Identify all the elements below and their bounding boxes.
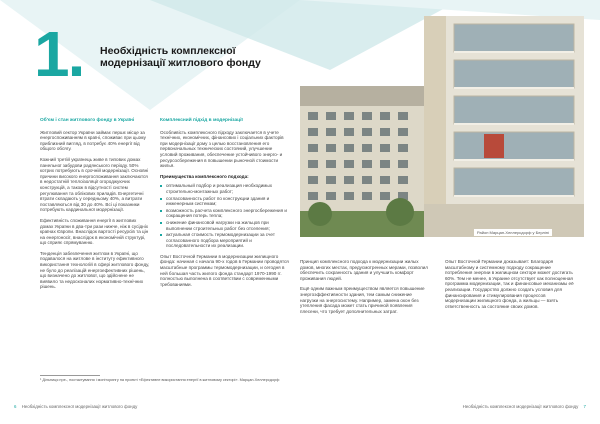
footnote-divider	[40, 375, 100, 376]
paragraph: Ещё одним важным преимуществом является повышение энергоэффективности здания, тем самым снижение нагрузки на энергосистему. Например, замена окон без утепления фасада может стать причиной появления плесени, что требует дополнительных затрат.	[300, 286, 425, 314]
list-item: согласованность работ по конструкции здания и инженерным системам;	[160, 196, 290, 207]
list-title: Преимущества комплексного подхода:	[160, 173, 249, 179]
text-column-3	[300, 259, 430, 319]
paragraph: Принцип комплексного подхода к модернизации жилых домов, многих местах, предусмотренных мерами, позволил обеспечить сохранность здания и улучшить комфорт проживания людей.	[300, 259, 428, 281]
list-item: оптимальный подбор и реализация необходимых строительно-монтажных работ;	[160, 183, 290, 194]
page-number-left: 6	[14, 404, 17, 409]
running-title-left: Необхідність комплексної модернізації житлового фонду	[21, 404, 138, 409]
paragraph: Опыт Восточной Германии в модернизации жилищного фонда: начиная с начала 90-х годов в Германии проводятся масштабные программы термомодернизации, и сегодня в ней большая часть жилого фонда стандарт 1970-1990 гг. полностью выполнена в соответствии с современными требованиями.	[160, 253, 289, 287]
list-item: снижение финансовой нагрузки на жильцов при выполнении строительных работ без отселения;	[160, 220, 290, 231]
paragraph: Житловий сектор України займає першє місце за енергоспоживанням в країні, споживає при цьому приблизний вигляд, в потребує 40% енергії від общого обсягу.	[40, 129, 146, 152]
section-subheading: Об'єм і стан житлового фонду в Україні	[40, 118, 135, 123]
chapter-number: 1.	[34, 18, 84, 90]
paragraph: Опыт Восточной Германии доказывает: Благодаря масштабному и системному подходу сокращение потребления энергии в жилищном секторе может достигать 60%. Тем не менее, в Украине отсутствует как полноценная программа модернизации, так и финансовые механизмы её реализации. Государство должно создать условия для финансирования и стимулирования процессов модернизации жилищного фонда, а жильцы — взять ответственность за состояние своих домов.	[445, 259, 574, 309]
photo-apartment-block	[300, 86, 424, 237]
footer-left	[14, 404, 137, 409]
running-title-right: Необхідність комплексної модернізації житлового фонду	[462, 404, 579, 409]
text-column-1	[40, 118, 150, 295]
photo-caption: Район Марцан-Хеллерсдорф у Берліні	[474, 229, 552, 236]
paragraph: Кожний третій українець живе в типових домах панельної забудови радянського періоду. 50% котрих потребують в срочній модернізації. Основні причини високого енергоспоживання заключаются в недостатній теплоізоляції огороджуючих конструкцій, а також в відсутності систем регулювання та облікових приладів. Енергетичні втрати складають у середньому 40%, а витрати поставляються від 30 до 40%. Всі ці показники потребують кардинальної модернізації.	[40, 156, 149, 213]
footnote: ¹ Дільниця пре-, постактування і моніторингу на проекті «Ефективне використання енергії в житловому секторі». Марцан-Хеллерсдорф	[40, 378, 280, 382]
paragraph: Ефективність споживання енергії в житлових домах України в два-три рази нижче, ніж в сусідніх країнах Європи. Внаслідок вартості ресурсів та цін на енергоносії, внаслідок в економічній структурі, що сприяє спрямуванню.	[40, 217, 149, 246]
list-item: актуальная стоимость термомодернизации за счет согласованного подбора мероприятий и последовательности их реализации.	[160, 232, 290, 249]
section-subheading: Комплексний підхід в модернізації	[160, 118, 243, 123]
text-column-2	[160, 118, 290, 292]
chapter-title: Необхідність комплексної модернізації житлового фонду	[100, 45, 261, 69]
text-column-4	[445, 259, 575, 314]
list-item: возможность расчета комплексного энергосбережения и сокращения потерь тепла;	[160, 208, 290, 219]
page-number-right: 7	[583, 404, 586, 409]
footer-right	[463, 404, 586, 409]
paragraph: Особливість комплексного підходу заключается в учете технічних, економічних, фінансових і соціальних факторів при модернізації дому з целью восстановления его первоначальных технических состояний, улучшение условий проживания, обеспечение устойчивого энерго- и ресурсосбережения в повышении рыночной стоимости жилья.	[160, 129, 284, 169]
photo-renovated-building	[424, 16, 584, 237]
advantages-list	[160, 183, 290, 249]
paragraph: Тенденція забезпечення житлом в Україні, що подавалося на житлове в інституту ефективного використання технологій в сфері житлового фонду, не було до реалізацій енергоефективних рішень, що визначено до житлової, що здійснене не виявило та недосконалих нормативно-технічних рішень.	[40, 250, 150, 290]
